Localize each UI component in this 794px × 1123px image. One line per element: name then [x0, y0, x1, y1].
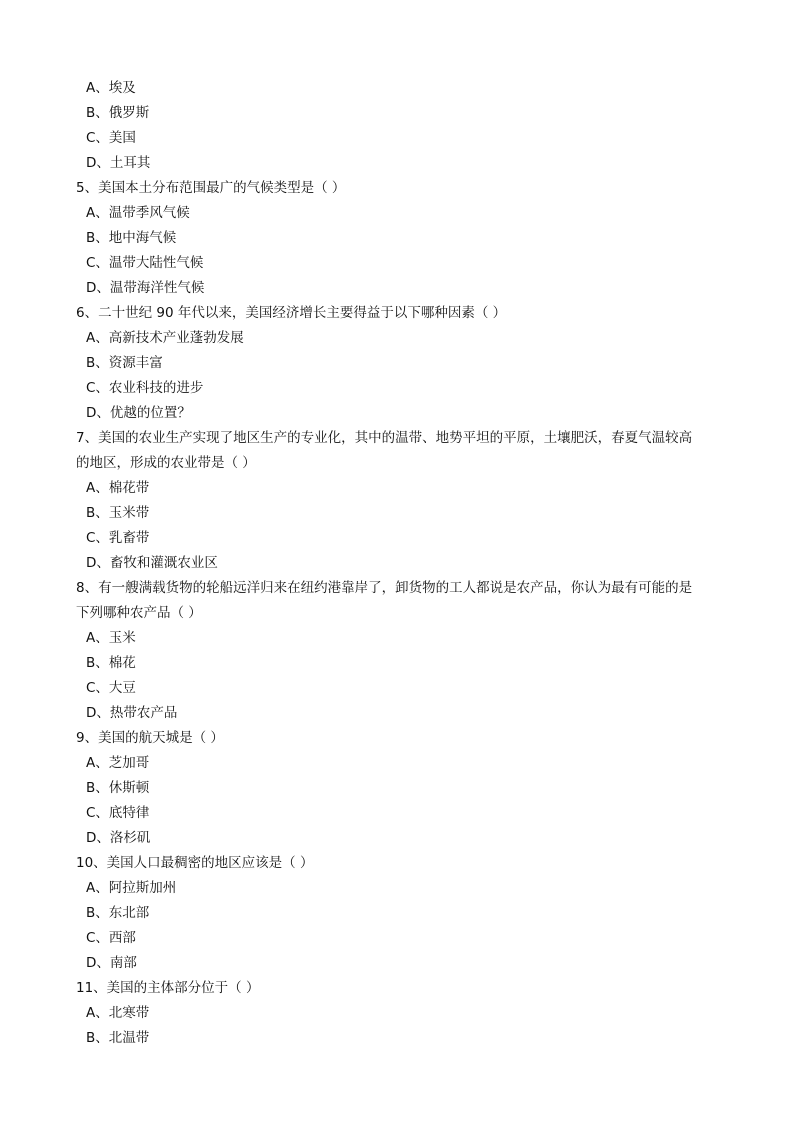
answer-option: D、洛杉矶 [86, 830, 151, 846]
answer-option: B、东北部 [86, 905, 150, 921]
answer-option: B、北温带 [86, 1030, 150, 1046]
answer-option: A、北寒带 [86, 1005, 150, 1021]
answer-option: C、乳畜带 [86, 530, 150, 546]
question-text: 5、美国本土分布范围最广的气候类型是（ ） [76, 180, 346, 196]
question-text: 7、美国的农业生产实现了地区生产的专业化，其中的温带、地势平坦的平原，土壤肥沃，春夏气温较高 [76, 430, 693, 446]
answer-option: C、农业科技的进步 [86, 380, 204, 396]
answer-option: A、阿拉斯加州 [86, 880, 177, 896]
answer-option: D、优越的位置？ [86, 405, 191, 421]
question-text: 11、美国的主体部分位于（ ） [76, 980, 260, 996]
question-list [76, 76, 726, 1051]
answer-option: B、俄罗斯 [86, 105, 150, 121]
answer-option: B、休斯顿 [86, 780, 150, 796]
answer-option: C、大豆 [86, 680, 136, 696]
answer-option: A、高新技术产业蓬勃发展 [86, 330, 244, 346]
question-text: 6、二十世纪 90 年代以来，美国经济增长主要得益于以下哪种因素（ ） [76, 305, 507, 321]
answer-option: A、温带季风气候 [86, 205, 190, 221]
answer-option: D、温带海洋性气候 [86, 280, 205, 296]
question-text: 下列哪种农产品（ ） [76, 605, 202, 621]
answer-option: D、热带农产品 [86, 705, 178, 721]
answer-option: B、玉米带 [86, 505, 150, 521]
answer-option: A、玉米 [86, 630, 136, 646]
answer-option: B、棉花 [86, 655, 136, 671]
answer-option: C、美国 [86, 130, 136, 146]
question-text: 10、美国人口最稠密的地区应该是（ ） [76, 855, 314, 871]
answer-option: C、温带大陆性气候 [86, 255, 204, 271]
answer-option: C、西部 [86, 930, 136, 946]
answer-option: C、底特律 [86, 805, 150, 821]
answer-option: A、芝加哥 [86, 755, 150, 771]
answer-option: D、土耳其 [86, 155, 151, 171]
answer-option: B、资源丰富 [86, 355, 163, 371]
answer-option: A、埃及 [86, 80, 136, 96]
question-text: 的地区，形成的农业带是（ ） [76, 455, 256, 471]
answer-option: D、南部 [86, 955, 137, 971]
answer-option: A、棉花带 [86, 480, 150, 496]
answer-option: B、地中海气候 [86, 230, 177, 246]
question-text: 8、有一艘满载货物的轮船远洋归来在纽约港靠岸了，卸货物的工人都说是农产品，你认为最有可能的是 [76, 580, 693, 596]
question-text: 9、美国的航天城是（ ） [76, 730, 224, 746]
answer-option: D、畜牧和灌溉农业区 [86, 555, 218, 571]
